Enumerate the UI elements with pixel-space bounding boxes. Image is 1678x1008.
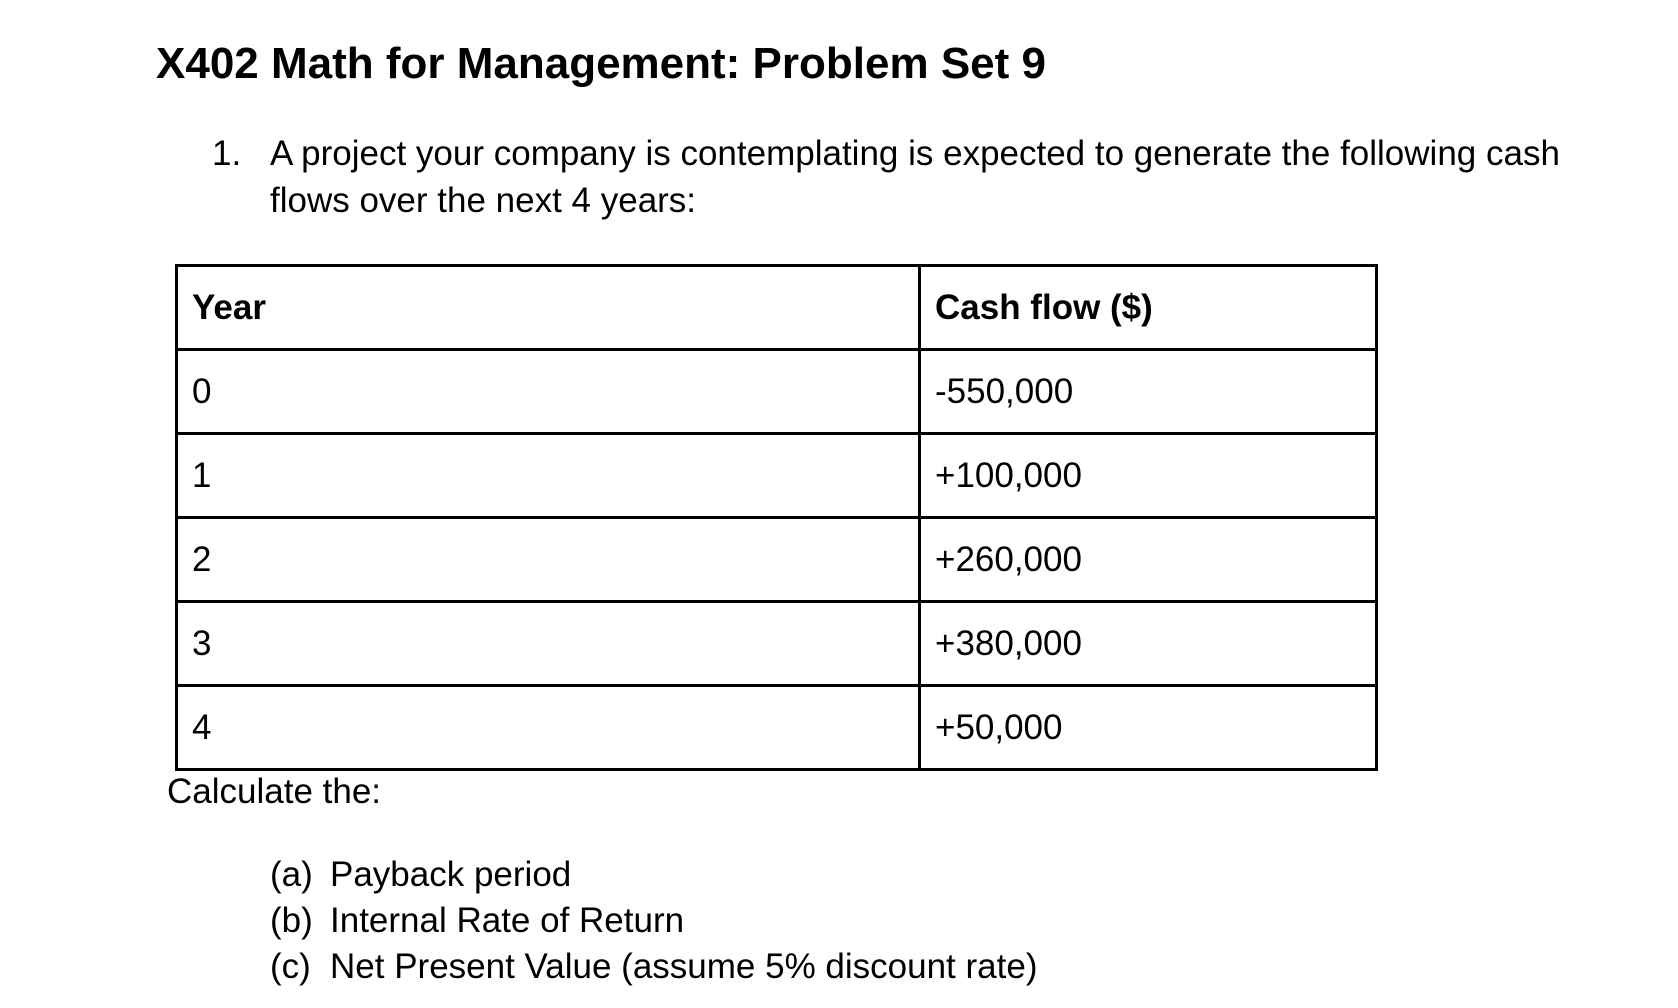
table-row [177, 518, 1377, 602]
part-marker: (b) [270, 901, 313, 940]
list-item [270, 852, 1037, 898]
calculation-parts-list [270, 852, 1037, 990]
part-text: Payback period [330, 855, 572, 894]
table-header-row [177, 266, 1377, 350]
year-cell: 3 [177, 602, 920, 686]
year-cell: 1 [177, 434, 920, 518]
table-row [177, 350, 1377, 434]
part-marker: (c) [270, 947, 311, 986]
list-item [270, 944, 1037, 990]
year-cell: 4 [177, 686, 920, 770]
year-cell: 0 [177, 350, 920, 434]
cash-flow-table [175, 264, 1378, 771]
year-cell: 2 [177, 518, 920, 602]
cash-flow-cell: +50,000 [920, 686, 1377, 770]
question-number: 1. [212, 134, 242, 173]
question-text: A project your company is contemplating is expected to generate the following cash flows over the next 4 years: [270, 134, 1560, 220]
cash-flow-cell: -550,000 [920, 350, 1377, 434]
table-row [177, 602, 1377, 686]
table-row [177, 434, 1377, 518]
header-year: Year [177, 266, 920, 350]
list-item [270, 898, 1037, 944]
table-row [177, 686, 1377, 770]
calculate-intro: Calculate the: [167, 772, 382, 811]
page-title: X402 Math for Management: Problem Set 9 [156, 39, 1046, 88]
part-text: Net Present Value (assume 5% discount rate) [330, 947, 1038, 986]
cash-flow-cell: +100,000 [920, 434, 1377, 518]
cash-flow-cell: +380,000 [920, 602, 1377, 686]
part-text: Internal Rate of Return [330, 901, 685, 940]
part-marker: (a) [270, 855, 313, 894]
header-cash-flow: Cash flow ($) [920, 266, 1377, 350]
cash-flow-cell: +260,000 [920, 518, 1377, 602]
